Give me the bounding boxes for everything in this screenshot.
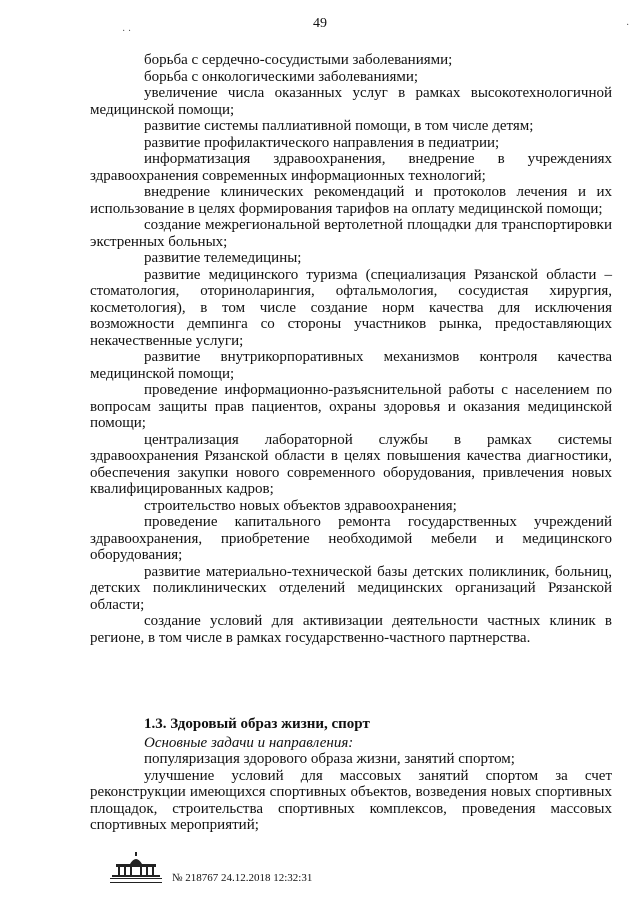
government-logo-icon: [108, 850, 164, 886]
page-number: 49: [313, 16, 327, 31]
paragraph: развитие материально-технической базы детских поликлиник, больниц, детских поликлинических отделений медицинских организаций Рязанской области;: [90, 563, 612, 613]
paragraph: внедрение клинических рекомендаций и протоколов лечения и их использование в целях формирования тарифов на оплату медицинской помощи;: [90, 184, 612, 217]
paragraph: улучшение условий для массовых занятий спортом за счет реконструкции имеющихся спортивных объектов, возведения новых спортивных площадок, строительства спортивных комплексов, проведения массовых спортивных мероприятий;: [90, 767, 612, 833]
paragraph: развитие системы паллиативной помощи, в том числе детям;: [144, 118, 534, 134]
paragraph: информатизация здравоохранения, внедрение в учреждениях здравоохранения современных информационных технологий;: [90, 151, 612, 184]
paragraph: развитие внутрикорпоративных механизмов контроля качества медицинской помощи;: [90, 349, 612, 382]
paragraph: проведение информационно-разъяснительной работы с населением по вопросам защиты прав пациентов, охраны здоровья и оказания медицинской помощи;: [90, 382, 612, 431]
paragraph: строительство новых объектов здравоохранения;: [144, 497, 457, 514]
paragraph: развитие телемедицины;: [144, 250, 302, 266]
paragraph: развитие профилактического направления в педиатрии;: [144, 134, 500, 151]
scan-artifact: ·: [626, 20, 630, 31]
document-number: № 218767 24.12.2018 12:32:31: [172, 872, 313, 884]
paragraph: развитие медицинского туризма (специализация Рязанской области – стоматология, оториноларингия, офтальмология, сосудистая хирургия, косметология), в том числе создание норм качества для исключения возможности демпинга со стороны участников рынка, предоставляющих некачественные услуги;: [90, 266, 612, 349]
paragraph: популяризация здорового образа жизни, занятий спортом;: [144, 751, 515, 767]
paragraph: проведение капитального ремонта государственных учреждений здравоохранения, приобретение необходимой мебели и медицинского оборудования;: [90, 514, 612, 563]
paragraph: борьба с онкологическими заболеваниями;: [144, 68, 419, 85]
document-body: [90, 52, 612, 646]
section-heading: 1.3. Здоровый образ жизни, спорт: [144, 716, 370, 732]
paragraph: увеличение числа оказанных услуг в рамках высокотехнологичной медицинской помощи;: [90, 85, 612, 118]
paragraph: создание межрегиональной вертолетной площадки для транспортировки экстренных больных;: [90, 217, 612, 250]
section-healthy-lifestyle: [90, 716, 612, 834]
paragraph: создание условий для активизации деятельности частных клиник в регионе, в том числе в рамках государственно-частного партнерства.: [90, 613, 612, 646]
scan-artifact: · ·: [122, 26, 132, 37]
section-subheading: Основные задачи и направления:: [144, 734, 354, 751]
document-footer: [108, 850, 368, 890]
paragraph: борьба с сердечно-сосудистыми заболеваниями;: [144, 52, 453, 68]
paragraph: централизация лабораторной службы в рамках системы здравоохранения Рязанской области в целях повышения качества диагностики, обеспечения закупки нового современного оборудования, привлечения новых квалифицированных кадров;: [90, 431, 612, 497]
